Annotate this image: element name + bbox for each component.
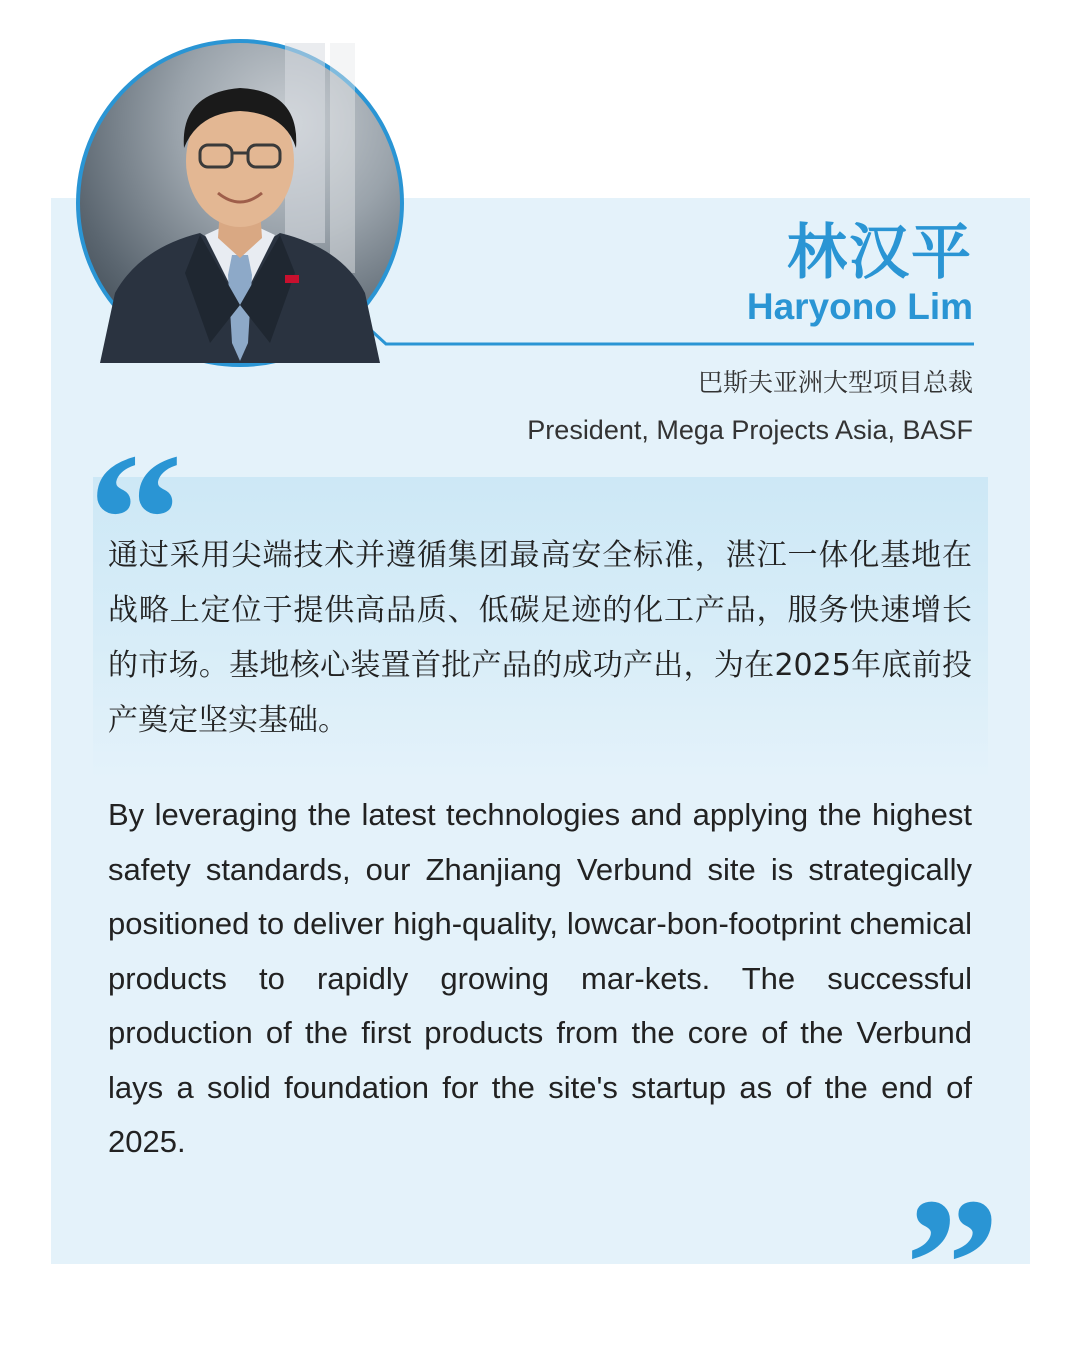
open-quote-icon — [88, 425, 183, 515]
job-title-english: President, Mega Projects Asia, BASF — [527, 415, 973, 445]
close-quote-icon: ” — [905, 1160, 1000, 1370]
portrait-photo — [76, 39, 404, 367]
quote-text-english: By leveraging the latest technologies and applying the highest safety standards, our Zhanjiang Verbund site is strategically positioned to deliver high-quality, lowcar-bon-footprint chemical products to rapidly growing mar-kets. The successful production of the first products from the core of the Verbund lays a solid foundation for the site's startup as of the end of 2025. — [108, 797, 972, 1159]
person-portrait-icon — [80, 43, 400, 363]
name-underline-connector — [340, 300, 980, 350]
job-title-chinese: 巴斯夫亚洲大型项目总裁 — [697, 368, 973, 397]
quote-text-chinese: 通过采用尖端技术并遵循集团最高安全标准，湛江一体化基地在战略上定位于提供高品质、低碳足迹的化工产品，服务快速增长的市场。基地核心装置首批产品的成功产出，为在2025年底前投产奠定坚实基础。 — [108, 538, 972, 738]
person-name-english: Haryono Lim — [746, 286, 973, 327]
person-name-chinese: 林汉平 — [787, 218, 973, 288]
